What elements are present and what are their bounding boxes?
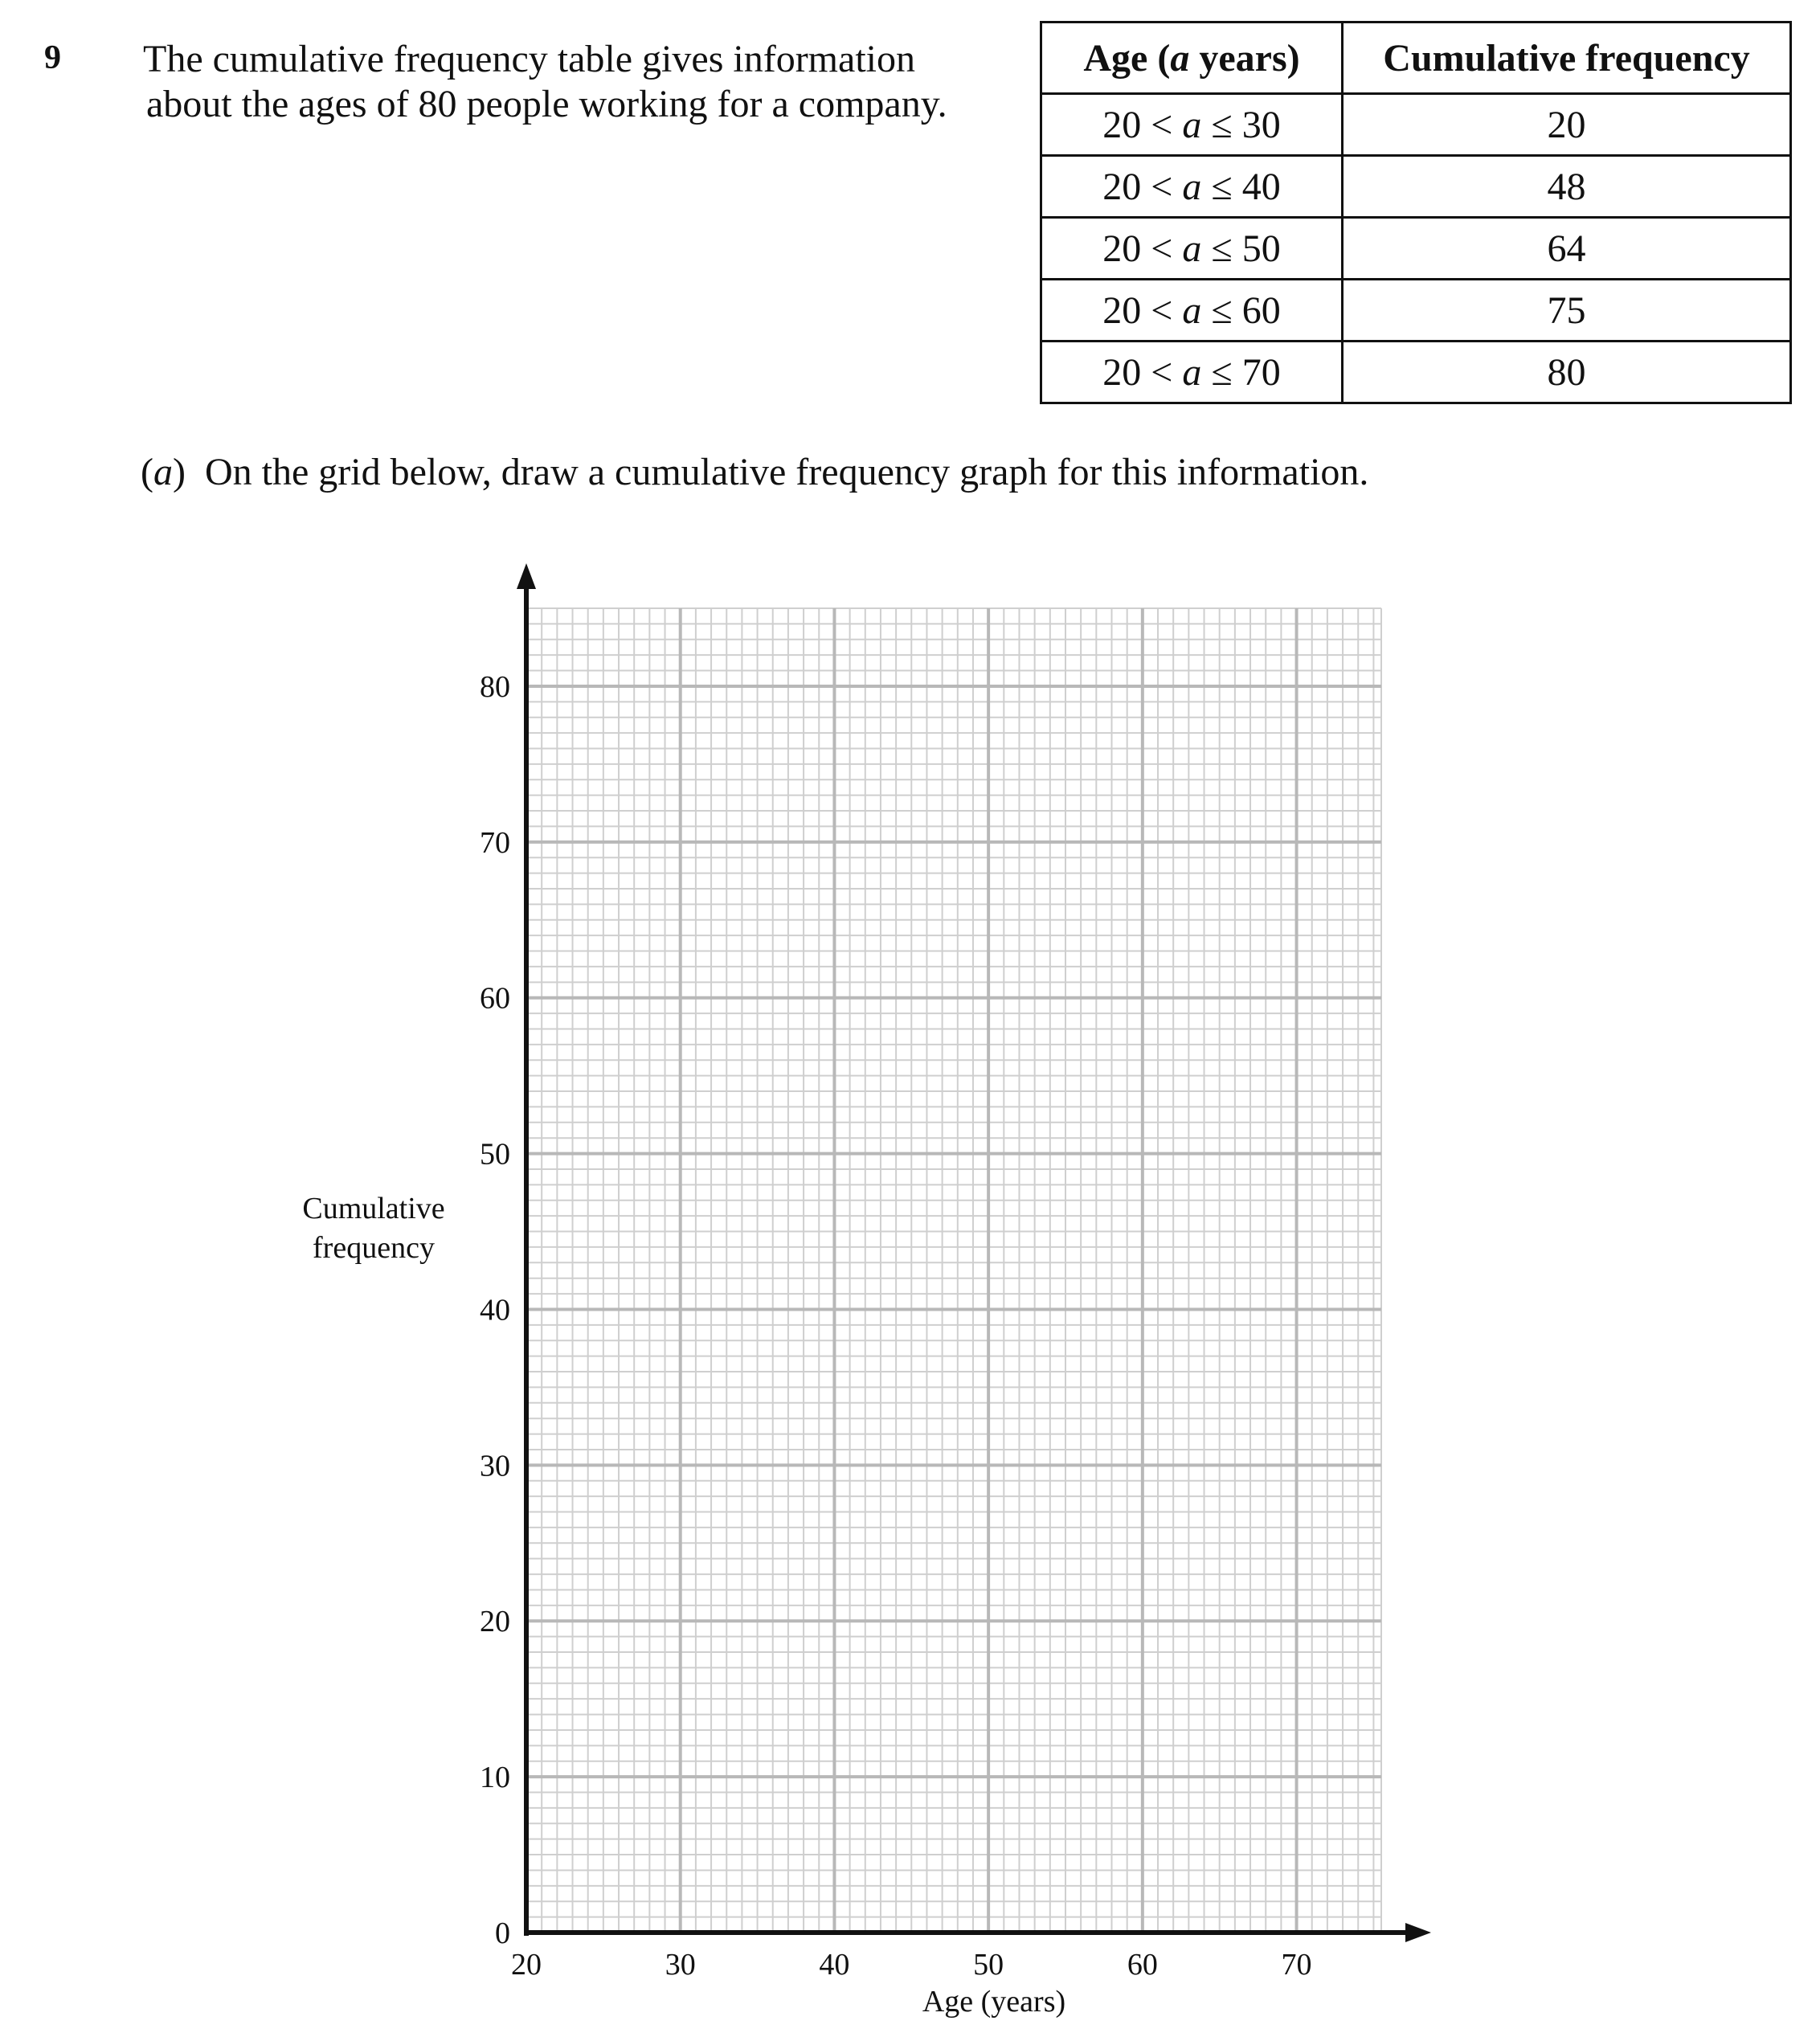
question-number: 9	[44, 39, 61, 76]
header-cumulative-frequency: Cumulative frequency	[1343, 22, 1791, 94]
age-interval: 20 < a ≤ 40	[1041, 156, 1343, 218]
y-tick-label: 70	[480, 825, 510, 860]
y-axis-label-line-1: Cumulative	[302, 1192, 445, 1225]
y-tick-label: 50	[480, 1137, 510, 1172]
x-axis-arrow-icon	[1405, 1923, 1431, 1942]
y-tick-label: 80	[480, 669, 510, 704]
y-axis-label-line-2: frequency	[313, 1231, 435, 1265]
cf-value: 48	[1343, 156, 1791, 218]
age-interval: 20 < a ≤ 30	[1041, 94, 1343, 156]
x-tick-label: 20	[511, 1948, 542, 1982]
stem-line-2: about the ages of 80 people working for a company.	[146, 83, 947, 125]
cf-value: 64	[1343, 218, 1791, 280]
y-tick-label: 40	[480, 1293, 510, 1327]
x-tick-label: 50	[973, 1948, 1004, 1982]
y-tick-label: 20	[480, 1605, 510, 1639]
y-axis-arrow-icon	[517, 563, 536, 589]
x-tick-label: 60	[1127, 1948, 1158, 1982]
axes	[517, 563, 1431, 1942]
y-tick-label: 30	[480, 1449, 510, 1483]
minor-grid-lines	[526, 608, 1381, 1933]
x-tick-label: 70	[1281, 1948, 1312, 1982]
y-tick-label: 60	[480, 981, 510, 1016]
x-axis-label: Age (years)	[922, 1985, 1066, 2019]
y-tick-label: 0	[495, 1916, 510, 1950]
x-tick-label: 30	[665, 1948, 696, 1982]
age-interval: 20 < a ≤ 60	[1041, 280, 1343, 342]
y-tick-label: 10	[480, 1761, 510, 1795]
stem-line-1: The cumulative frequency table gives information	[143, 38, 915, 80]
part-a-instruction: (a) On the grid below, draw a cumulative frequency graph for this information.	[141, 451, 1369, 493]
age-interval: 20 < a ≤ 50	[1041, 218, 1343, 280]
header-age: Age (a years)	[1041, 22, 1343, 94]
major-grid-lines	[526, 608, 1381, 1933]
cf-value: 80	[1343, 342, 1791, 403]
x-tick-label: 40	[819, 1948, 850, 1982]
cf-value: 75	[1343, 280, 1791, 342]
age-interval: 20 < a ≤ 70	[1041, 342, 1343, 403]
cf-value: 20	[1343, 94, 1791, 156]
